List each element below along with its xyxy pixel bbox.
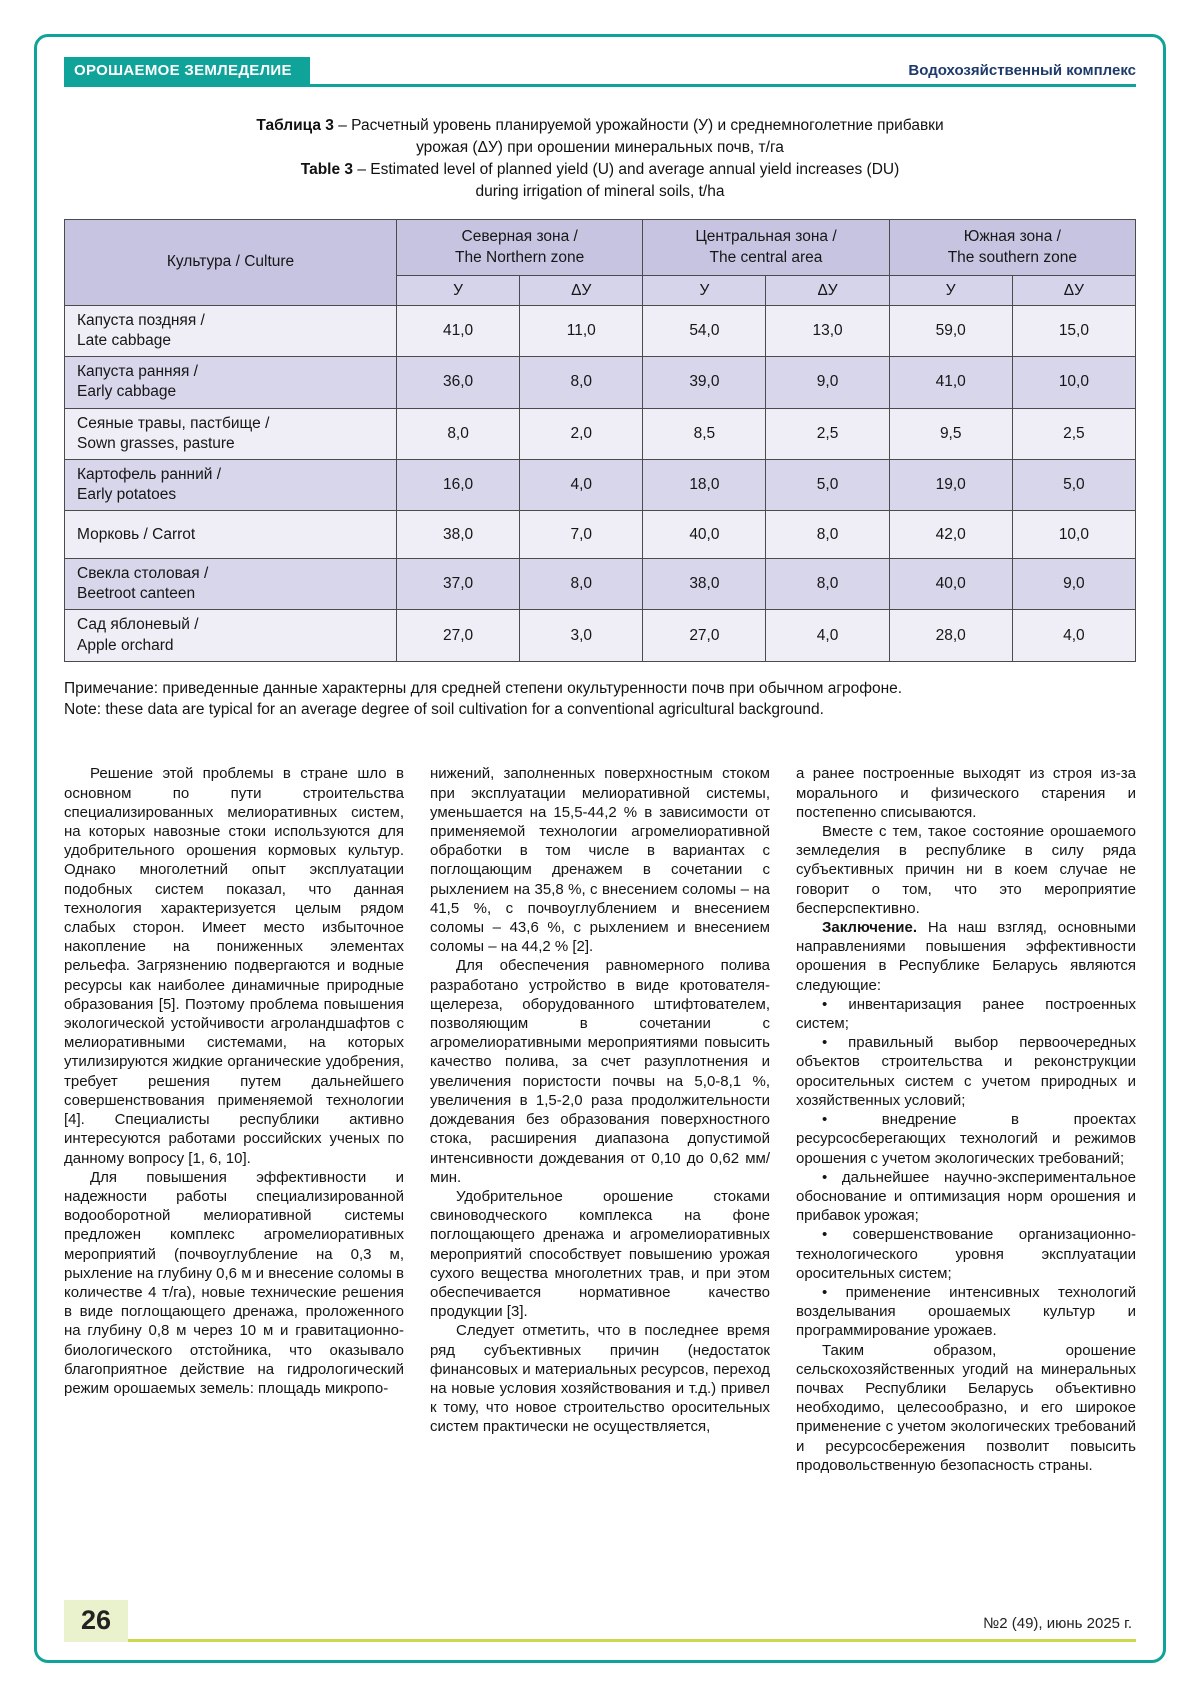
value-cell: 41,0 [889, 357, 1012, 408]
paragraph: Для повышения эффективности и надежности работы специализированной водооборотной мелиоративной системы предложен комплекс агромелиоративных мероприятий (почвоуглубление на 0,3 м, рыхление на глубину 0,6 м и внесение соломы в количестве 4 т/га), новые технические решения в виде поглощающего дренажа, проложенного на глубину 0,8 м через 10 м и гравитационно-биологического отстойника, что оказывало благоприятное действие на гидрологический режим орошаемых земель: площадь микропо- [64, 1168, 404, 1397]
value-cell: 27,0 [397, 610, 520, 661]
zone-en: The Northern zone [455, 248, 585, 266]
value-cell: 5,0 [766, 459, 889, 510]
issue-label: №2 (49), июнь 2025 г. [983, 1615, 1132, 1632]
value-cell: 2,5 [1012, 408, 1135, 459]
value-cell: 8,0 [397, 408, 520, 459]
value-cell: 41,0 [397, 306, 520, 357]
bullet-item: • применение интенсивных технологий возделывания орошаемых культур и программирование урожаев. [796, 1283, 1136, 1340]
zone-ru: Южная зона / [963, 228, 1061, 246]
paragraph: а ранее построенные выходят из строя из-за морального и физического старения и постепенно списываются. [796, 765, 1136, 821]
caption-en-line2: during irrigation of mineral soils, t/ha [475, 183, 725, 200]
culture-ru: Свекла столовая / [77, 565, 209, 583]
caption-ru-text: – Расчетный уровень планируемой урожайности (У) и среднемноголетние прибавки [333, 117, 944, 134]
value-cell: 13,0 [766, 306, 889, 357]
paragraph: нижений, заполненных поверхностным стоком при эксплуатации мелиоративной системы, уменьшается на 15,5-44,2 % в зависимости от применяемой технологии агромелиоративной обработки в том числе в вариантах с поглощающим дренажем в сочетании с рыхлением на 35,8 %, с внесением соломы – на 41,5 %, с почвоуглублением и внесением соломы – 43,6 %, с рыхлением и внесением соломы – на 44,2 % [2]. [430, 765, 770, 956]
value-cell: 59,0 [889, 306, 1012, 357]
value-cell: 9,5 [889, 408, 1012, 459]
culture-ru: Капуста поздняя / [77, 312, 205, 329]
bullet-item: • правильный выбор первоочередных объектов строительства и реконструкции оросительных систем с учетом природных и хозяйственных условий; [796, 1034, 1136, 1109]
zone-header-north [397, 220, 643, 276]
page-number: 26 [64, 1600, 128, 1642]
article-body [64, 764, 1136, 1590]
paragraph-conclusion [796, 918, 1136, 995]
table-header-row [65, 220, 1136, 276]
paragraph: Таким образом, орошение сельскохозяйственных угодий на минеральных почвах Республики Беларусь объективно необходимо, целесообразно, и его широкое применение с учетом экологических требований и ресурсосбережения позволит повысить продовольственную безопасность страны. [796, 1341, 1136, 1474]
culture-header-cell: Культура / Culture [65, 220, 397, 306]
table-body [65, 306, 1136, 662]
footer-rule [128, 1639, 1136, 1642]
section-label: ОРОШАЕМОЕ ЗЕМЛЕДЕЛИЕ [64, 57, 310, 84]
text-column-2 [430, 764, 770, 1590]
table-note [64, 678, 1136, 721]
value-cell: 28,0 [889, 610, 1012, 661]
value-cell: 16,0 [397, 459, 520, 510]
value-cell: 9,0 [766, 357, 889, 408]
culture-cell [65, 357, 397, 408]
table-row [65, 306, 1136, 357]
page-frame [34, 34, 1166, 1663]
caption-en-line1 [64, 159, 1136, 181]
value-cell: 7,0 [520, 511, 643, 559]
paragraph: Решение этой проблемы в стране шло в основном по пути строительства специализированных мелиоративных систем, на которых навозные стоки используются для удобрительного орошения кормовых культур. Однако многолетний опыт эксплуатации подобных систем показал, что данная технология характеризуется целым рядом слабых сторон. Имеет место избыточное накопление на пониженных элементах рельефа. Загрязнению подвергаются и водные ресурсы как наиболее динамичные природные образования [5]. Поэтому проблема повышения экологической устойчивости агроландшафтов с мелиоративными системами, на которых утилизируются жидкие органические удобрения, требует решения путем дальнейшего совершенствования применяемой технологии [4]. Специалисты республики активно интересуются работами российских ученых по данному вопросу [1, 6, 10]. [64, 765, 404, 1167]
value-cell: 9,0 [1012, 559, 1135, 610]
culture-en: Sown grasses, pasture [77, 434, 235, 452]
footer-right [128, 1615, 1136, 1642]
table-head [65, 220, 1136, 306]
culture-cell [65, 306, 397, 357]
subheader-cell: ΔУ [766, 276, 889, 306]
zone-en: The southern zone [947, 248, 1077, 266]
value-cell: 18,0 [643, 459, 766, 510]
value-cell: 3,0 [520, 610, 643, 661]
yield-table-wrap [64, 219, 1136, 662]
caption-en-lead: Table 3 [300, 161, 354, 178]
culture-en: Early cabbage [77, 383, 177, 401]
value-cell: 5,0 [1012, 459, 1135, 510]
table-row [65, 559, 1136, 610]
value-cell: 4,0 [1012, 610, 1135, 661]
table-row [65, 357, 1136, 408]
culture-en: Early potatoes [77, 485, 177, 503]
culture-ru: Сад яблоневый / [77, 616, 199, 634]
table-row [65, 459, 1136, 510]
value-cell: 8,5 [643, 408, 766, 459]
paragraph: Удобрительное орошение стоками свиноводческого комплекса на фоне поглощающего дренажа и агромелиоративных мероприятий способствует повышению урожая сухого вещества многолетних трав, и при этом обеспечивается нормативное качество продукции [3]. [430, 1187, 770, 1321]
value-cell: 15,0 [1012, 306, 1135, 357]
bullet-item: • инвентаризация ранее построенных систем; [796, 995, 1136, 1033]
caption-en-text: – Estimated level of planned yield (U) and average annual yield increases (DU) [353, 161, 900, 178]
yield-table [64, 219, 1136, 662]
culture-ru: Картофель ранний / [77, 465, 222, 483]
value-cell: 39,0 [643, 357, 766, 408]
subheader-cell: У [397, 276, 520, 306]
paragraph: Следует отметить, что в последнее время ряд субъективных причин (недостаток финансовых и материальных ресурсов, переход на новые условия хозяйствования и т.д.) привел к тому, что новое строительство оросительных систем практически не осуществляется, [430, 1322, 770, 1436]
value-cell: 40,0 [889, 559, 1012, 610]
zone-header-south [889, 220, 1135, 276]
culture-en: Beetroot canteen [77, 585, 196, 603]
value-cell: 8,0 [520, 357, 643, 408]
culture-ru: Капуста ранняя / [77, 363, 198, 381]
value-cell: 8,0 [766, 559, 889, 610]
value-cell: 11,0 [520, 306, 643, 357]
paragraph: Для обеспечения равномерного полива разработано устройство в виде кротователя-щелереза, оборудованного штифтователем, позволяющим в сочетании с агромелиоративными мероприятиями повысить качество полива, за счет разуплотнения и увеличения пористости почвы на 5,0-8,1 %, увеличения в 1,5-2,0 раза продолжительности дождевания без образования поверхностного стока, расширения диапазона допустимой интенсивности дождевания от 0,10 до 0,62 мм/мин. [430, 957, 770, 1186]
zone-en: The central area [709, 248, 823, 266]
value-cell: 2,0 [520, 408, 643, 459]
bullet-item: • дальнейшее научно-экспериментальное обоснование и оптимизация норм орошения и прибавок урожая; [796, 1168, 1136, 1225]
culture-cell [65, 559, 397, 610]
text-column-3 [796, 764, 1136, 1590]
value-cell: 8,0 [520, 559, 643, 610]
culture-cell [65, 511, 397, 559]
table-row [65, 610, 1136, 661]
caption-ru-lead: Таблица 3 [256, 117, 334, 134]
value-cell: 36,0 [397, 357, 520, 408]
note-en: Note: these data are typical for an average degree of soil cultivation for a conventional agricultural background. [64, 701, 824, 719]
culture-cell [65, 459, 397, 510]
header-right-label: Водохозяйственный комплекс [908, 62, 1136, 79]
value-cell: 27,0 [643, 610, 766, 661]
zone-ru: Северная зона / [461, 228, 578, 246]
bullet-item: • совершенствование организационно-технологического уровня эксплуатации оросительных систем; [796, 1226, 1136, 1282]
value-cell: 10,0 [1012, 357, 1135, 408]
table-row [65, 511, 1136, 559]
value-cell: 4,0 [520, 459, 643, 510]
caption-ru-line2: урожая (ΔУ) при орошении минеральных почв, т/га [416, 139, 784, 156]
value-cell: 2,5 [766, 408, 889, 459]
page-footer [64, 1600, 1136, 1642]
table-row [65, 408, 1136, 459]
table-caption [64, 115, 1136, 203]
page-header [64, 57, 1136, 87]
subheader-cell: У [643, 276, 766, 306]
value-cell: 42,0 [889, 511, 1012, 559]
culture-cell [65, 610, 397, 661]
value-cell: 40,0 [643, 511, 766, 559]
caption-ru-line1 [64, 115, 1136, 137]
culture-en: Apple orchard [77, 636, 174, 654]
conclusion-text: На наш взгляд, основными направлениями повышения эффективности орошения в Республике Беларусь являются следующие: [796, 919, 1136, 994]
conclusion-lead: Заключение. [822, 919, 918, 937]
note-ru: Примечание: приведенные данные характерны для средней степени окультуренности почв при обычном агрофоне. [64, 679, 903, 697]
value-cell: 38,0 [397, 511, 520, 559]
value-cell: 10,0 [1012, 511, 1135, 559]
zone-header-central [643, 220, 889, 276]
value-cell: 54,0 [643, 306, 766, 357]
text-column-1 [64, 764, 404, 1590]
subheader-cell: ΔУ [520, 276, 643, 306]
culture-ru: Морковь / Carrot [77, 525, 196, 543]
zone-ru: Центральная зона / [695, 228, 837, 246]
value-cell: 4,0 [766, 610, 889, 661]
value-cell: 38,0 [643, 559, 766, 610]
paragraph: Вместе с тем, такое состояние орошаемого земледелия в республике в силу ряда субъективных причин ни в коем случае не говорит о том, что это мероприятие бесперспективно. [796, 823, 1136, 917]
culture-cell [65, 408, 397, 459]
bullet-item: • внедрение в проектах ресурсосберегающих технологий и режимов орошения с учетом экологических требований; [796, 1111, 1136, 1167]
culture-en: Late cabbage [77, 332, 171, 350]
subheader-cell: У [889, 276, 1012, 306]
subheader-cell: ΔУ [1012, 276, 1135, 306]
value-cell: 37,0 [397, 559, 520, 610]
value-cell: 8,0 [766, 511, 889, 559]
value-cell: 19,0 [889, 459, 1012, 510]
culture-ru: Сеяные травы, пастбище / [77, 414, 270, 432]
